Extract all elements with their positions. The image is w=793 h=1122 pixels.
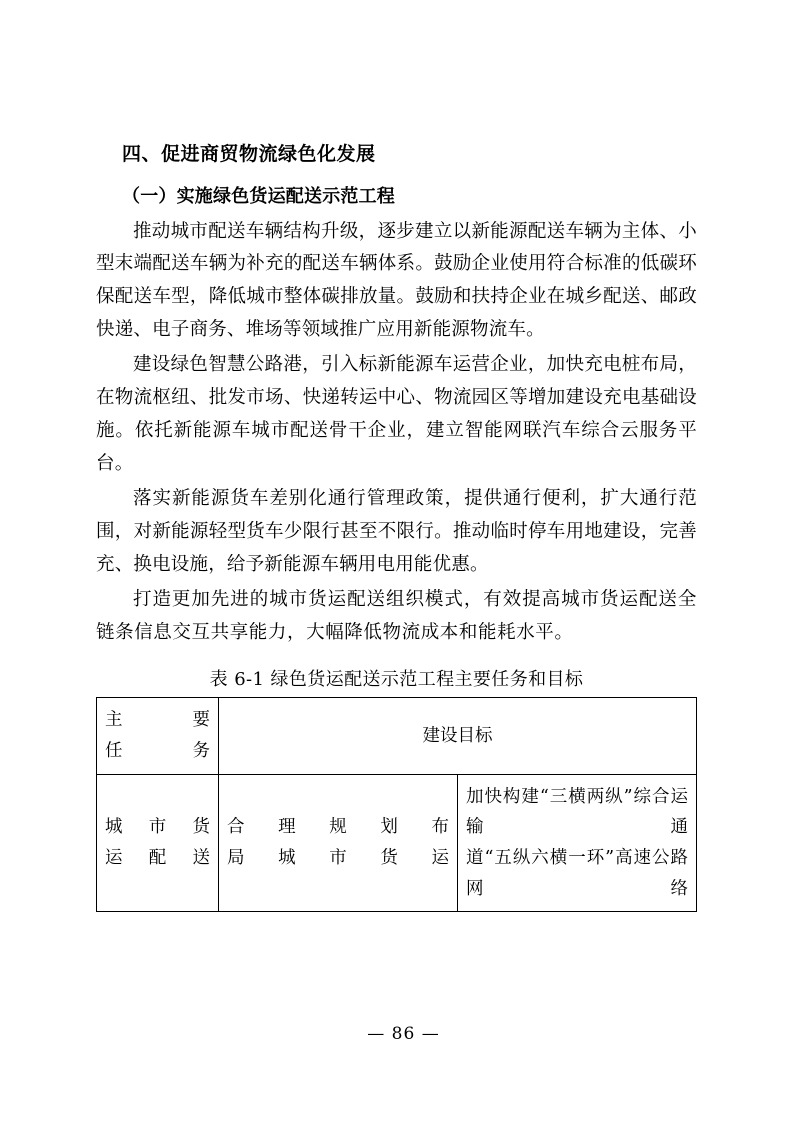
table-row <box>97 774 697 912</box>
body-paragraph: 推动城市配送车辆结构升级，逐步建立以新能源配送车辆为主体、小型末端配送车辆为补充的配送车辆体系。鼓励企业使用符合标准的低碳环保配送车型，降低城市整体碳排放量。鼓励和扶持企业在城乡配送、邮政快递、电子商务、堆场等领域推广应用新能源物流车。 <box>96 220 697 341</box>
table-cell-subtask <box>219 774 458 912</box>
table-cell-task-line2: 运 配 送 <box>105 847 210 868</box>
page-footer <box>0 1024 793 1044</box>
table-header-task <box>97 698 219 774</box>
body-paragraph: 打造更加先进的城市货运配送组织模式，有效提高城市货运配送全链条信息交互共享能力，大幅降低物流成本和能耗水平。 <box>96 588 697 643</box>
table-cell-task-line1: 城 市 货 <box>105 817 210 838</box>
tasks-goals-table <box>96 697 697 912</box>
table-header-row <box>97 698 697 774</box>
table-cell-subtask-line1: 合理规划布 <box>227 817 449 838</box>
page-number: — 86 — <box>367 1024 440 1044</box>
section-heading: 四、促进商贸物流绿色化发展 <box>122 143 376 165</box>
subsection-heading: （一）实施绿色货运配送示范工程 <box>122 185 395 207</box>
table-cell-goal-line2: 道“五纵六横一环”高速公路网络 <box>466 847 688 899</box>
body-paragraph: 落实新能源货车差别化通行管理政策，提供通行便利，扩大通行范围，对新能源轻型货车少限行甚至不限行。推动临时停车用地建设，完善充、换电设施，给予新能源车辆用电用能优惠。 <box>96 487 697 575</box>
table-header-task-line1: 主要 <box>105 710 210 731</box>
table-cell-task <box>97 774 219 912</box>
table-header-goal: 建设目标 <box>219 698 697 774</box>
table-header-task-line2: 任务 <box>105 741 210 762</box>
body-paragraph: 建设绿色智慧公路港，引入标新能源车运营企业，加快充电桩布局，在物流枢纽、批发市场、快递转运中心、物流园区等增加建设充电基础设施。依托新能源车城市配送骨干企业，建立智能网联汽车综合云服务平台。 <box>96 354 697 474</box>
table-cell-goal <box>458 774 697 912</box>
table-cell-subtask-line2: 局城市货运 <box>227 847 449 868</box>
table-cell-goal-line1: 加快构建“三横两纵”综合运输通 <box>466 786 688 838</box>
table-caption: 表 6-1 绿色货运配送示范工程主要任务和目标 <box>209 669 584 691</box>
